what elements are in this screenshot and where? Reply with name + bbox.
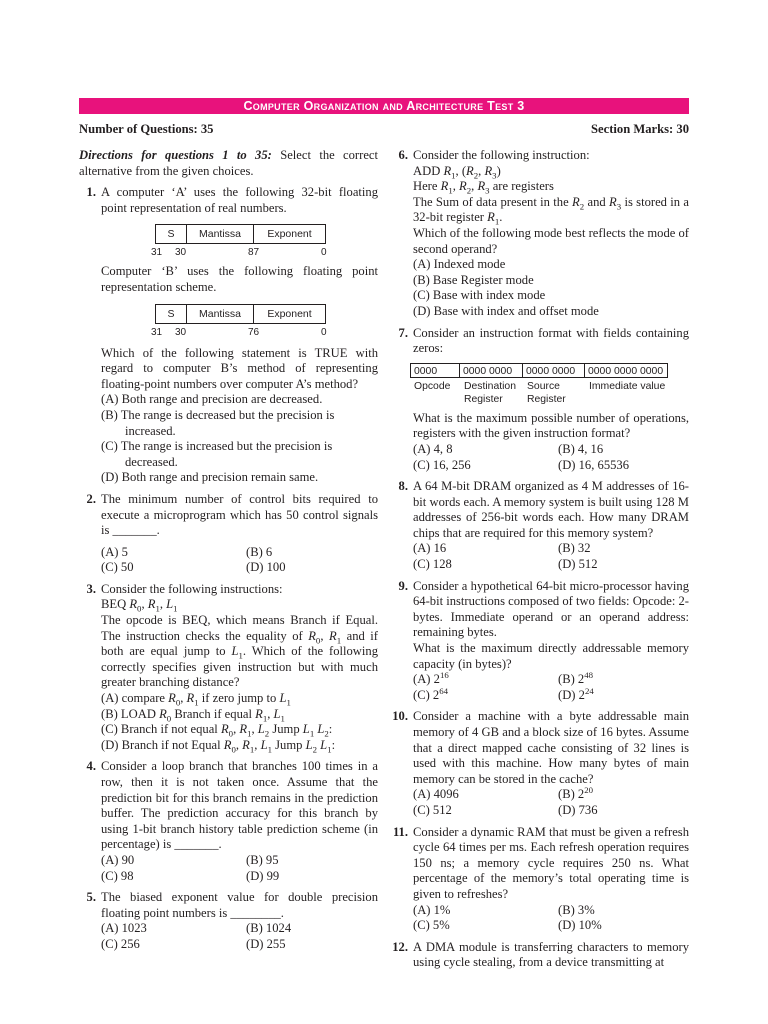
text-line: 87 xyxy=(248,247,260,259)
question-text: Computer ‘B’ uses the following floating point representation scheme. xyxy=(101,264,378,294)
option-a: (A) 5 xyxy=(101,544,128,559)
directions xyxy=(79,148,378,179)
question-number: 3. xyxy=(86,581,96,596)
option-c: (C) 512 xyxy=(413,802,452,817)
option-a: (A) compare $R_0$, $R_1$ if zero jump to $L_1$ xyxy=(101,691,291,708)
question-text: A computer ‘A’ uses the following 32-bit floating point representation of real numbers. xyxy=(101,185,378,215)
option-c: (C) $2^{64}$ xyxy=(413,685,449,702)
question-number: 11. xyxy=(392,824,408,839)
option-c: (C) 256 xyxy=(101,936,140,951)
question-number: 6. xyxy=(398,148,408,162)
question-number: 9. xyxy=(398,578,408,593)
text-line: Directions for questions 1 to 35: xyxy=(79,148,272,162)
question-text: Consider a machine with a byte addressable main memory of 4 GB and a block size of 16 bytes. Assume that a direct mapped cache consisting of 32 lines is used with this machine. How many bytes of main memory can be stored in the cache? xyxy=(413,709,689,786)
text-line: 30 xyxy=(175,247,187,259)
text-line: 0000 0000 xyxy=(522,363,585,378)
float-format-b xyxy=(156,304,378,324)
text-line: Exponent xyxy=(253,304,326,324)
option-b: (B) $2^{48}$ xyxy=(558,670,594,687)
text-line: S xyxy=(155,224,187,244)
question-number: 10. xyxy=(392,709,408,724)
option-b: (B) $2^{20}$ xyxy=(558,785,594,802)
question-number: 1. xyxy=(86,185,96,200)
option-b: (B) 1024 xyxy=(246,921,292,936)
question-number: 7. xyxy=(398,325,408,340)
option-d: (D) Branch if not Equal $R_0$, $R_1$, $L_1$ Jump $L_2$ $L_1$: xyxy=(101,737,336,755)
option-c: (C) 128 xyxy=(413,557,452,572)
question-9 xyxy=(391,579,689,704)
question-text: The biased exponent value for double precision floating point numbers is ________. xyxy=(101,890,378,920)
section-marks: Section Marks: 30 xyxy=(591,122,689,136)
option-a: (A) 16 xyxy=(413,541,447,556)
question-6 xyxy=(391,148,689,320)
text-line: Mantissa xyxy=(186,224,254,244)
question-text: Consider a hypothetical 64-bit micro-processor having 64-bit instructions composed of two fields: Opcode: 2-bytes. Immediate operand or an operand address: remaining bytes. xyxy=(413,578,689,640)
option-d: (D) 512 xyxy=(558,557,598,572)
option-d: (D) 16, 65536 xyxy=(558,457,630,472)
question-12 xyxy=(391,940,689,971)
option-b: (B) 32 xyxy=(558,541,591,556)
text-line: 0000 xyxy=(410,363,460,378)
text-line: Opcode xyxy=(414,380,451,392)
option-a: (A) 4, 8 xyxy=(413,441,453,456)
option-c: (C) 16, 256 xyxy=(413,457,471,472)
question-text: Which of the following statement is TRUE with regard to computer B’s method of representing floating-point numbers over computer A’s method? xyxy=(101,345,378,391)
test-title-banner: Computer Organization and Architecture Test 3 xyxy=(79,98,689,114)
question-text: The Sum of data present in the $R_2$ and $R_3$ is stored in a 32-bit register $R_1$. xyxy=(413,194,690,227)
question-text: Which of the following mode best reflects the mode of second operand? xyxy=(413,225,689,256)
question-number: 8. xyxy=(398,479,408,494)
option-a: (A) $2^{16}$ xyxy=(413,670,449,687)
question-text: A 64 M-bit DRAM organized as 4 M addresses of 16-bit words each. A memory system is built using 128 M addresses of 256-bit words each. How many DRAM chips that are required for this memory system? xyxy=(413,479,689,540)
option-c: (C) The range is increased but the precision is decreased. xyxy=(101,439,333,469)
option-a: (A) 4096 xyxy=(413,787,459,802)
option-d: (D) 736 xyxy=(558,802,598,817)
question-text: Consider an instruction format with fields containing zeros: xyxy=(413,325,689,356)
option-d: (D) 10% xyxy=(558,918,602,933)
question-text: What is the maximum possible number of operations, registers with the given instruction format? xyxy=(413,410,689,441)
text-line: 30 xyxy=(175,326,187,338)
bit-positions-b xyxy=(101,324,378,338)
option-c: (C) Base with index mode xyxy=(413,288,546,303)
option-c: (C) 98 xyxy=(101,868,134,883)
option-c: (C) 50 xyxy=(101,560,134,575)
question-11 xyxy=(391,825,689,934)
option-a: (A) Both range and precision are decreased. xyxy=(101,392,323,407)
option-b: (B) 95 xyxy=(246,852,279,867)
text-line: Destination Register xyxy=(464,380,516,405)
question-7 xyxy=(391,326,689,474)
text-line: 0000 0000 xyxy=(459,363,523,378)
text-line: 0 xyxy=(321,326,327,338)
number-of-questions: Number of Questions: 35 xyxy=(79,122,214,136)
question-2 xyxy=(79,492,378,576)
instruction: ADD $R_1$, ($R_2$, $R_3$) xyxy=(413,163,501,181)
option-a: (A) 1023 xyxy=(101,921,147,936)
question-4 xyxy=(79,759,378,884)
option-c: (C) Branch if not equal $R_0$, $R_1$, $L_2$ Jump $L_1$ $L_2$: xyxy=(101,722,333,739)
question-10 xyxy=(391,709,689,818)
option-b: (B) 3% xyxy=(558,902,595,917)
right-column xyxy=(391,148,689,971)
text-line: Source Register xyxy=(527,380,566,405)
option-b: (B) Base Register mode xyxy=(413,272,534,287)
option-a: (A) Indexed mode xyxy=(413,257,506,272)
option-d: (D) Base with index and offset mode xyxy=(413,303,599,318)
question-1 xyxy=(79,185,378,486)
text-line: S xyxy=(155,304,187,324)
text-line: Mantissa xyxy=(186,304,254,324)
question-text: Consider a loop branch that branches 100 times in a row, then it is not taken once. Assume that the prediction bit for this branch remains in the prediction buffer. The prediction accuracy for this branch by using 1-bit branch history table prediction scheme (in percentage) is _______. xyxy=(101,759,378,852)
option-b: (B) 4, 16 xyxy=(558,441,604,456)
option-b: (B) The range is decreased but the precision is increased. xyxy=(101,407,335,438)
text-line: 31 xyxy=(151,247,163,259)
text-line: 76 xyxy=(248,326,260,338)
question-text: The opcode is BEQ, which means Branch if Equal. The instruction checks the equality of $R_0$, $R_1$ and if both are equal jump to $L_1$. Which of the following correctly specifies given instruction but with much greater branching distance? xyxy=(101,613,379,690)
text-line: Select the correct alternative from the given choices. xyxy=(79,148,378,178)
option-d: (D) $2^{24}$ xyxy=(558,685,594,702)
question-number: 12. xyxy=(392,939,408,954)
instruction: BEQ $R_0$, $R_1$, $L_1$ xyxy=(101,597,178,614)
left-column xyxy=(79,148,378,953)
instruction-format-table xyxy=(411,363,689,406)
option-d: (D) Both range and precision remain same. xyxy=(101,470,319,485)
bit-positions-a xyxy=(101,244,378,258)
question-number: 2. xyxy=(86,491,96,506)
question-text: The minimum number of control bits required to execute a microprogram which has 50 control signals is _______. xyxy=(101,491,378,538)
question-number: 5. xyxy=(86,890,96,905)
option-d: (D) 255 xyxy=(246,936,286,951)
option-b: (B) LOAD $R_0$ Branch if equal $R_1$, $L_1$ xyxy=(101,706,285,724)
option-c: (C) 5% xyxy=(413,918,450,933)
float-format-a xyxy=(156,224,378,244)
text-line: Immediate value xyxy=(589,380,666,392)
text-line: 0 xyxy=(321,247,327,259)
question-3 xyxy=(79,582,378,754)
option-d: (D) 99 xyxy=(246,868,280,883)
question-text: Consider a dynamic RAM that must be given a refresh cycle 64 times per ms. Each refresh operation requires 150 ns; a memory cycle requires 250 ns. What percentage of the memory’s total operating time is given to refreshes? xyxy=(413,824,689,901)
question-text: Consider the following instructions: xyxy=(101,581,283,596)
text-line: 31 xyxy=(151,326,163,338)
question-number: 4. xyxy=(86,759,96,774)
question-text: Consider the following instruction: xyxy=(413,148,590,162)
question-text: What is the maximum directly addressable memory capacity (in bytes)? xyxy=(413,641,689,671)
question-8 xyxy=(391,479,689,573)
option-a: (A) 90 xyxy=(101,852,135,867)
option-a: (A) 1% xyxy=(413,902,451,917)
text-line: 0000 0000 0000 xyxy=(584,363,668,378)
text-line: Exponent xyxy=(253,224,326,244)
option-d: (D) 100 xyxy=(246,560,286,575)
question-text: A DMA module is transferring characters to memory using cycle stealing, from a device transmitting at xyxy=(413,939,689,970)
question-text: Here $R_1$, $R_2$, $R_3$ are registers xyxy=(413,179,554,196)
question-5 xyxy=(79,890,378,952)
option-b: (B) 6 xyxy=(246,544,273,559)
